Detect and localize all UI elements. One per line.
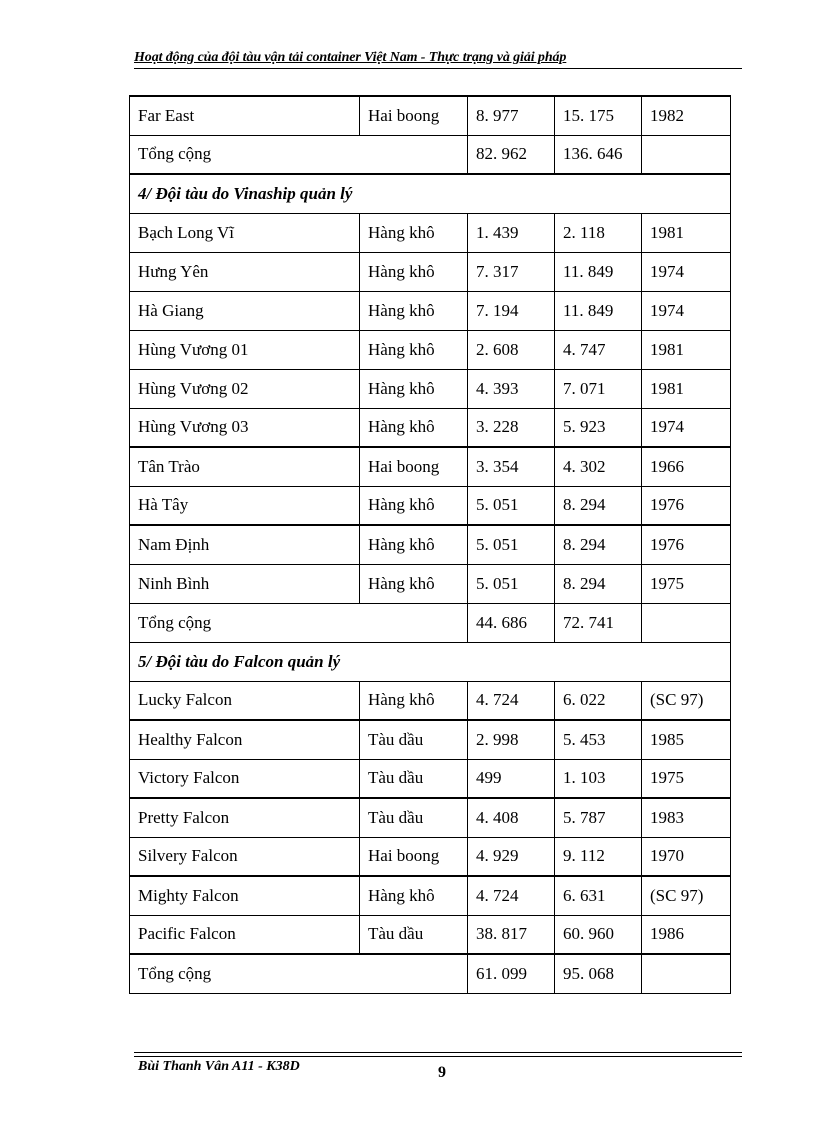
capacity-cell: 1. 103 — [555, 759, 642, 798]
year-cell: 1976 — [642, 486, 731, 525]
ship-row — [130, 369, 731, 408]
capacity-total-cell: 136. 646 — [555, 135, 642, 174]
capacity-cell: 6. 631 — [555, 876, 642, 915]
ship-type-cell: Hàng khô — [360, 291, 468, 330]
year-cell: 1981 — [642, 213, 731, 252]
year-cell: 1974 — [642, 252, 731, 291]
ship-name-cell: Nam Định — [130, 525, 360, 564]
year-cell: 1983 — [642, 798, 731, 837]
ship-row — [130, 252, 731, 291]
dwt-cell: 4. 393 — [468, 369, 555, 408]
ship-name-cell: Hà Tây — [130, 486, 360, 525]
ship-row — [130, 486, 731, 525]
dwt-cell: 4. 724 — [468, 681, 555, 720]
ship-name-cell: Bạch Long Vĩ — [130, 213, 360, 252]
ship-row — [130, 759, 731, 798]
section-title: 4/ Đội tàu do Vinaship quản lý — [130, 174, 731, 213]
ship-type-cell: Hàng khô — [360, 525, 468, 564]
section-title: 5/ Đội tàu do Falcon quản lý — [130, 642, 731, 681]
dwt-cell: 1. 439 — [468, 213, 555, 252]
capacity-cell: 6. 022 — [555, 681, 642, 720]
ship-name-cell: Hùng Vương 03 — [130, 408, 360, 447]
ship-name-cell: Hùng Vương 01 — [130, 330, 360, 369]
year-cell: 1986 — [642, 915, 731, 954]
year-cell: 1975 — [642, 564, 731, 603]
year-cell: 1976 — [642, 525, 731, 564]
ship-type-cell: Hàng khô — [360, 252, 468, 291]
fleet-table — [129, 95, 731, 994]
year-cell: 1966 — [642, 447, 731, 486]
dwt-cell: 3. 354 — [468, 447, 555, 486]
ship-row — [130, 798, 731, 837]
header-rule — [134, 68, 742, 69]
total-label: Tổng cộng — [130, 954, 468, 993]
ship-name-cell: Pretty Falcon — [130, 798, 360, 837]
ship-name-cell: Healthy Falcon — [130, 720, 360, 759]
ship-type-cell: Hai boong — [360, 447, 468, 486]
dwt-cell: 4. 929 — [468, 837, 555, 876]
dwt-cell: 4. 724 — [468, 876, 555, 915]
capacity-total-cell: 95. 068 — [555, 954, 642, 993]
capacity-cell: 8. 294 — [555, 525, 642, 564]
dwt-total-cell: 44. 686 — [468, 603, 555, 642]
year-total-cell — [642, 135, 731, 174]
fleet-table-body — [130, 96, 731, 993]
year-cell: 1982 — [642, 96, 731, 135]
dwt-cell: 38. 817 — [468, 915, 555, 954]
ship-row — [130, 408, 731, 447]
ship-type-cell: Hàng khô — [360, 213, 468, 252]
ship-row — [130, 330, 731, 369]
ship-name-cell: Tân Trào — [130, 447, 360, 486]
ship-name-cell: Pacific Falcon — [130, 915, 360, 954]
ship-row — [130, 720, 731, 759]
ship-type-cell: Hàng khô — [360, 330, 468, 369]
year-cell: 1974 — [642, 291, 731, 330]
ship-row — [130, 447, 731, 486]
ship-type-cell: Hàng khô — [360, 369, 468, 408]
dwt-total-cell: 82. 962 — [468, 135, 555, 174]
dwt-cell: 5. 051 — [468, 525, 555, 564]
page-header-title: Hoạt động của đội tàu vận tải container Việt Nam - Thực trạng và giải pháp — [134, 50, 567, 65]
total-label: Tổng cộng — [130, 135, 468, 174]
year-cell: 1974 — [642, 408, 731, 447]
ship-name-cell: Far East — [130, 96, 360, 135]
year-cell: 1985 — [642, 720, 731, 759]
ship-row — [130, 96, 731, 135]
ship-type-cell: Tàu dầu — [360, 798, 468, 837]
ship-type-cell: Hai boong — [360, 96, 468, 135]
capacity-cell: 5. 453 — [555, 720, 642, 759]
dwt-cell: 7. 194 — [468, 291, 555, 330]
dwt-cell: 5. 051 — [468, 486, 555, 525]
ship-name-cell: Lucky Falcon — [130, 681, 360, 720]
dwt-cell: 4. 408 — [468, 798, 555, 837]
section-header-row — [130, 642, 731, 681]
total-row — [130, 135, 731, 174]
dwt-total-cell: 61. 099 — [468, 954, 555, 993]
capacity-cell: 9. 112 — [555, 837, 642, 876]
ship-name-cell: Hùng Vương 02 — [130, 369, 360, 408]
ship-row — [130, 915, 731, 954]
year-cell: (SC 97) — [642, 876, 731, 915]
year-total-cell — [642, 954, 731, 993]
capacity-cell: 7. 071 — [555, 369, 642, 408]
ship-name-cell: Mighty Falcon — [130, 876, 360, 915]
ship-type-cell: Hàng khô — [360, 408, 468, 447]
year-cell: 1981 — [642, 330, 731, 369]
capacity-cell: 4. 747 — [555, 330, 642, 369]
footer-author: Bùi Thanh Vân A11 - K38D — [138, 1059, 300, 1074]
capacity-cell: 11. 849 — [555, 252, 642, 291]
capacity-total-cell: 72. 741 — [555, 603, 642, 642]
dwt-cell: 2. 998 — [468, 720, 555, 759]
ship-name-cell: Victory Falcon — [130, 759, 360, 798]
capacity-cell: 2. 118 — [555, 213, 642, 252]
dwt-cell: 8. 977 — [468, 96, 555, 135]
capacity-cell: 60. 960 — [555, 915, 642, 954]
ship-row — [130, 291, 731, 330]
total-row — [130, 954, 731, 993]
ship-type-cell: Hàng khô — [360, 681, 468, 720]
ship-name-cell: Hà Giang — [130, 291, 360, 330]
ship-row — [130, 876, 731, 915]
year-cell: (SC 97) — [642, 681, 731, 720]
capacity-cell: 5. 923 — [555, 408, 642, 447]
dwt-cell: 3. 228 — [468, 408, 555, 447]
dwt-cell: 2. 608 — [468, 330, 555, 369]
ship-type-cell: Hàng khô — [360, 876, 468, 915]
total-row — [130, 603, 731, 642]
ship-type-cell: Tàu dầu — [360, 759, 468, 798]
capacity-cell: 8. 294 — [555, 486, 642, 525]
ship-row — [130, 837, 731, 876]
capacity-cell: 11. 849 — [555, 291, 642, 330]
ship-name-cell: Silvery Falcon — [130, 837, 360, 876]
capacity-cell: 8. 294 — [555, 564, 642, 603]
year-total-cell — [642, 603, 731, 642]
ship-type-cell: Tàu dầu — [360, 720, 468, 759]
ship-type-cell: Tàu dầu — [360, 915, 468, 954]
ship-row — [130, 525, 731, 564]
total-label: Tổng cộng — [130, 603, 468, 642]
year-cell: 1970 — [642, 837, 731, 876]
ship-row — [130, 213, 731, 252]
ship-name-cell: Ninh Bình — [130, 564, 360, 603]
footer-rule-double — [134, 1056, 742, 1057]
ship-name-cell: Hưng Yên — [130, 252, 360, 291]
dwt-cell: 7. 317 — [468, 252, 555, 291]
ship-row — [130, 564, 731, 603]
capacity-cell: 5. 787 — [555, 798, 642, 837]
year-cell: 1975 — [642, 759, 731, 798]
dwt-cell: 5. 051 — [468, 564, 555, 603]
ship-type-cell: Hàng khô — [360, 564, 468, 603]
dwt-cell: 499 — [468, 759, 555, 798]
year-cell: 1981 — [642, 369, 731, 408]
ship-type-cell: Hàng khô — [360, 486, 468, 525]
capacity-cell: 4. 302 — [555, 447, 642, 486]
footer-rule — [134, 1052, 742, 1053]
section-header-row — [130, 174, 731, 213]
page-number: 9 — [438, 1064, 446, 1081]
ship-row — [130, 681, 731, 720]
capacity-cell: 15. 175 — [555, 96, 642, 135]
ship-type-cell: Hai boong — [360, 837, 468, 876]
